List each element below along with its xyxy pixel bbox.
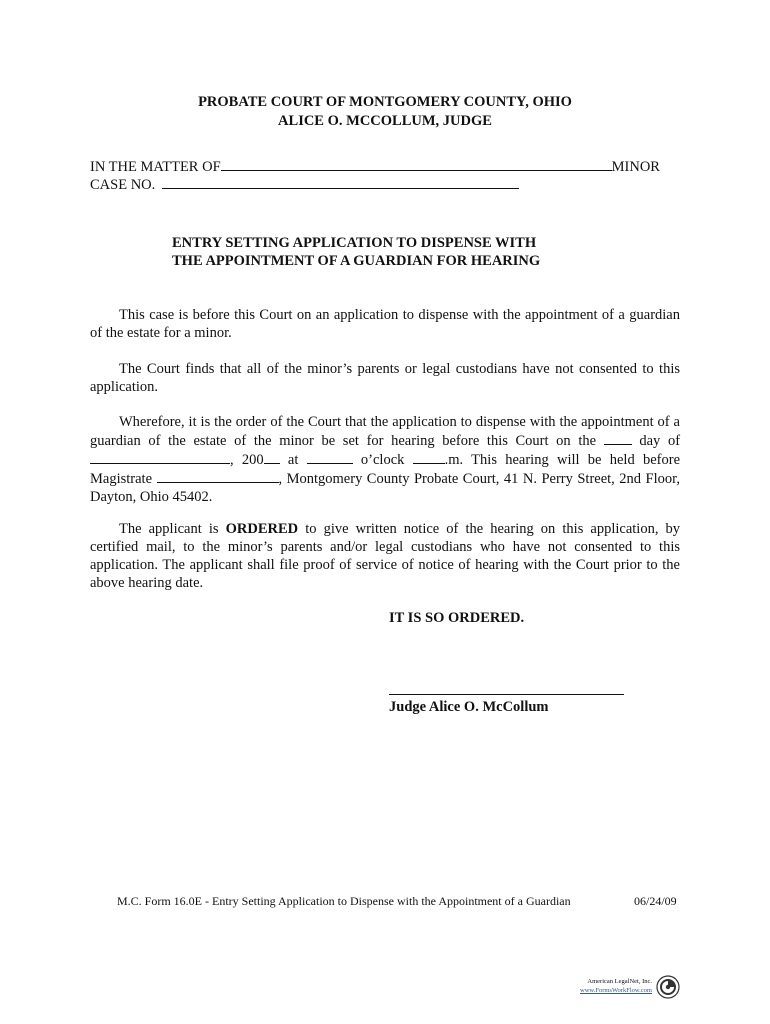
- hearing-day-blank[interactable]: [604, 431, 632, 445]
- so-ordered: IT IS SO ORDERED.: [389, 610, 525, 626]
- hearing-time-blank[interactable]: [307, 450, 353, 464]
- entry-title-line2: THE APPOINTMENT OF A GUARDIAN FOR HEARING: [172, 253, 541, 269]
- footer-date: 06/24/09: [634, 894, 677, 908]
- hearing-order-text-d: at: [287, 452, 299, 468]
- matter-label: IN THE MATTER OF: [90, 159, 221, 175]
- court-name: PROBATE COURT OF MONTGOMERY COUNTY, OHIO: [198, 94, 572, 110]
- minor-name-blank[interactable]: [221, 157, 612, 171]
- hearing-order-text-e: o’clock: [360, 452, 405, 468]
- matter-line: [90, 157, 660, 176]
- case-number-line: [90, 175, 519, 194]
- notice-text-a: The applicant is: [119, 521, 219, 537]
- minor-label: MINOR: [611, 159, 660, 175]
- vendor-logo-icon: [656, 975, 680, 999]
- magistrate-name-blank[interactable]: [157, 469, 279, 483]
- hearing-order-text-b: day of: [639, 433, 681, 449]
- hearing-order-text-c: , 200: [230, 452, 264, 468]
- case-number-blank[interactable]: [162, 175, 519, 189]
- ordered-emphasis: ORDERED: [225, 521, 299, 537]
- hearing-ampm-blank[interactable]: [413, 450, 445, 464]
- entry-title-line1: ENTRY SETTING APPLICATION TO DISPENSE WITH: [172, 235, 537, 251]
- paragraph-findings: The Court finds that all of the minor’s parents or legal custodians have not consented to this application.: [90, 361, 680, 395]
- footer-form-text: M.C. Form 16.0E - Entry Setting Application to Dispense with the Appointment of a Guardian: [117, 894, 571, 908]
- case-label: CASE NO.: [90, 177, 156, 193]
- hearing-order-text-f: .m. This hearing will be held before Magistrate: [90, 452, 681, 487]
- hearing-order-text-g: , Montgomery County Probate Court, 41 N. Perry Street, 2nd Floor, Dayton, Ohio 45402.: [90, 471, 680, 505]
- vendor-stamp: [562, 974, 680, 1000]
- hearing-order-text-a: Wherefore, it is the order of the Court that the application to dispense with the appointment of a guardian of the estate of the minor be set for hearing before this Court on the: [90, 414, 680, 449]
- hearing-year-blank[interactable]: [264, 450, 280, 464]
- paragraph-hearing-order: [90, 413, 680, 506]
- signature-name: Judge Alice O. McCollum: [389, 699, 549, 715]
- paragraph-application: This case is before this Court on an application to dispense with the appointment of a guardian of the estate for a minor.: [90, 307, 680, 341]
- vendor-company: American LegalNet, Inc.: [587, 978, 652, 985]
- judge-name-header: ALICE O. MCCOLLUM, JUDGE: [278, 113, 492, 129]
- notice-text-b: to give written notice of the hearing on this application, by certified mail, to the minor’s parents and/or legal custodians who have not consented to this application. The applicant shall file proof of service of notice of hearing with the Court prior to the above hearing date.: [90, 521, 681, 591]
- paragraph-notice: [90, 520, 680, 592]
- signature-line[interactable]: [389, 694, 624, 695]
- vendor-stamp-text: [566, 977, 652, 995]
- vendor-url[interactable]: www.FormsWorkFlow.com: [580, 987, 652, 994]
- hearing-month-blank[interactable]: [90, 450, 230, 464]
